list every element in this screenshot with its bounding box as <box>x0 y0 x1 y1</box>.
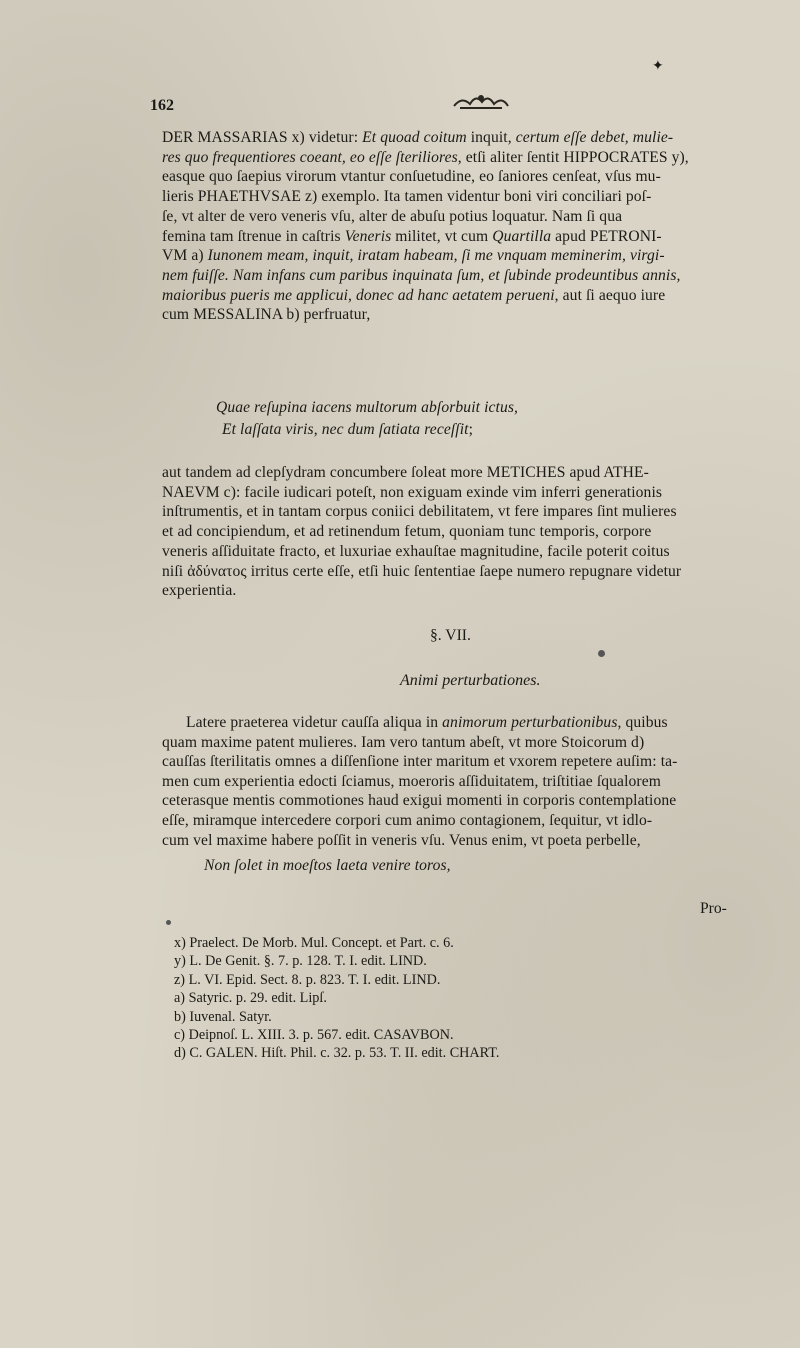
text-line: inſtrumentis, et in tantam corpus coniici debilitatem, vt fere impares ſint mulieres <box>162 503 677 521</box>
text-line: quam maxime patent mulieres. Iam vero tantum abeſt, vt more Stoicorum d) <box>162 733 645 751</box>
verse-1 <box>216 398 696 442</box>
text-line: cum MESSALINA b) perfruatur, <box>162 306 371 324</box>
text-line: DER MASSARIAS x) videtur: Et quoad coitum inquit, certum eſſe debet, mulie- <box>162 129 674 146</box>
verse-line: Et laſſata viris, nec dum ſatiata receſſit; <box>222 421 474 438</box>
text-line: eſſe, miramque intercedere corpori cum animo contagionem, ſequitur, vt idlo- <box>162 812 653 829</box>
verse-line: Non ſolet in moeſtos laeta venire toros, <box>204 857 451 874</box>
footnote: x) Praelect. De Morb. Mul. Concept. et Part. c. 6. <box>174 935 454 951</box>
section-number: §. VII. <box>430 627 471 644</box>
footnote: z) L. VI. Epid. Sect. 8. p. 823. T. I. edit. LIND. <box>174 971 441 988</box>
text-line: Latere praeterea videtur cauſſa aliqua in animorum perturbationibus, quibus <box>186 714 668 731</box>
text-line: niſi ἀδύνατος irritus certe eſſe, etſi huic ſententiae ſaepe numero repugnare videtur <box>162 562 682 580</box>
text-line: easque quo ſaepius virorum vtantur conſuetudine, eo ſaniores cenſeat, vſus mu- <box>162 168 661 186</box>
text-line: cum vel maxime habere poſſit in veneris vſu. Venus enim, vt poeta perbelle, <box>162 831 641 849</box>
printer-ornament <box>452 92 510 112</box>
verse-line: Quae reſupina iacens multorum abſorbuit ictus, <box>216 399 519 416</box>
text-line: res quo frequentiores coeant, eo eſſe ſteriliores, etſi aliter ſentit HIPPOCRATES y), <box>162 148 689 166</box>
footnote: y) L. De Genit. §. 7. p. 128. T. I. edit. LIND. <box>174 953 427 970</box>
footnote: d) C. GALEN. Hiſt. Phil. c. 32. p. 53. T. II. edit. CHART. <box>174 1045 500 1062</box>
text-line: men cum experientia edocti ſciamus, moeroris aſſiduitatem, triſtitiae ſqualorem <box>162 772 661 790</box>
footnote: a) Satyric. p. 29. edit. Lipſ. <box>174 990 327 1007</box>
ink-speck <box>166 920 171 925</box>
text-line: nem fuiſſe. Nam infans cum paribus inquinata ſum, et ſubinde prodeuntibus annis, <box>162 266 681 284</box>
text-line: ſe, vt alter de vero veneris vſu, alter de abuſu potius loquatur. Nam ſi qua <box>162 207 623 225</box>
ink-speck <box>598 650 605 657</box>
section-title-text: Animi perturbationes. <box>400 672 541 689</box>
footnote: c) Deipnoſ. L. XIII. 3. p. 567. edit. CASAVBON. <box>174 1027 454 1043</box>
verse-2 <box>204 856 624 876</box>
text-line: VM a) Iunonem meam, inquit, iratam habeam, ſi me vnquam meminerim, virgi- <box>162 247 665 265</box>
text-line: cauſſas ſterilitatis omnes a diſſenſione inter maritum et vxorem repetere auſim: ta- <box>162 753 678 771</box>
text-line: lieris PHAETHVSAE z) exemplo. Ita tamen videntur boni viri conciliari poſ- <box>162 188 652 206</box>
catchword: Pro- <box>700 900 727 917</box>
footnote: b) Iuvenal. Satyr. <box>174 1008 272 1025</box>
paragraph-1 <box>162 128 752 325</box>
text-line: experientia. <box>162 582 237 600</box>
text-line: femina tam ſtrenue in caſtris Veneris militet, vt cum Quartilla apud PETRONI- <box>162 227 662 245</box>
text-line: maioribus pueris me applicui, donec ad hanc aetatem perueni, aut ſi aequo iure <box>162 286 666 304</box>
section-title <box>400 672 540 690</box>
ornament-dot: ✦ <box>652 59 664 74</box>
text-line: ceterasque mentis commotiones haud exigui momenti in corporis contemplatione <box>162 792 677 810</box>
text-line: et ad concipiendum, et ad retinendum fetum, quoniam tunc temporis, corpore <box>162 523 652 541</box>
paragraph-2 <box>162 463 752 601</box>
text-line: aut tandem ad clepſydram concumbere ſoleat more METICHES apud ATHE- <box>162 464 649 481</box>
text-line: NAEVM c): facile iudicari poteſt, non exiguam exinde vim inferri generationis <box>162 483 663 501</box>
footnotes <box>174 934 734 1063</box>
paragraph-3 <box>162 713 752 850</box>
page-number: 162 <box>150 97 174 114</box>
text-line: veneris aſſiduitate fracto, et luxuriae exhauſtae magnitudine, facile poterit coitus <box>162 542 670 560</box>
